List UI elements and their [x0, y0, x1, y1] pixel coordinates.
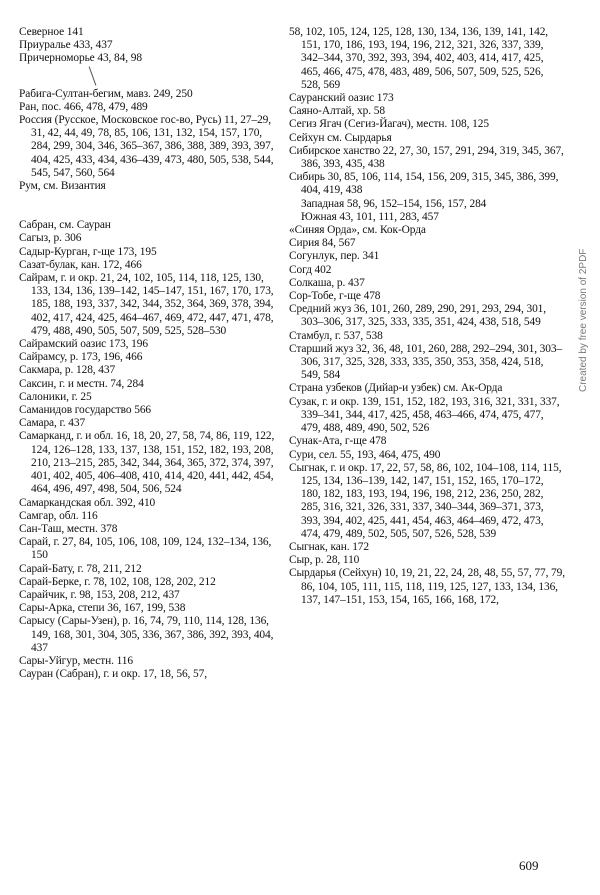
index-entry: Сарайчик, г. 98, 153, 208, 212, 437	[19, 588, 180, 601]
index-entry: Сыр, р. 28, 110	[289, 554, 360, 567]
index-entry: Сегиз Ягач (Сегиз-Йагач), местн. 108, 125	[289, 118, 489, 131]
index-entry: Сыгнак, г. и окр. 17, 22, 57, 58, 86, 102, 104–108, 114, 115, 125, 134, 136–139, 142, 147, 151, 152, 165, 170–172, 180, 182, 183, 193, 194, 196, 198, 212, 236, 250, 282, 285, 316, 321, 326, 331, 337, 340–344, 369–371, 373, 393, 394, 402, 425, 441, 454, 463, 464–469, 472, 473, 474, 479, 489, 502, 505, 507, 526, 528, 539	[289, 461, 562, 540]
index-entry: Сибирь 30, 85, 106, 114, 154, 156, 209, 315, 345, 386, 399, 404, 419, 438	[289, 171, 559, 197]
index-entry: Согунлук, пер. 341	[289, 250, 380, 263]
index-entry: Сарай-Берке, г. 78, 102, 108, 128, 202, 212	[19, 575, 216, 588]
index-entry: Саксин, г. и местн. 74, 284	[19, 377, 144, 390]
index-entry: Сибирское ханство 22, 27, 30, 157, 291, 294, 319, 345, 367, 386, 393, 435, 438	[289, 144, 564, 171]
index-subentry: Западная 58, 96, 152–154, 156, 157, 284	[301, 197, 487, 210]
index-entry: Сор-Тобе, г-ще 478	[289, 290, 381, 303]
index-entry: Солкаша, р. 437	[289, 276, 365, 289]
index-entry: Салоники, г. 25	[19, 390, 92, 403]
index-entry: Саяно-Алтай, хр. 58	[289, 105, 385, 118]
index-entry: Сунак-Ата, г-ще 478	[289, 435, 387, 448]
index-entry: Самара, г. 437	[19, 417, 86, 430]
index-entry: Старший жуз 32, 36, 48, 101, 260, 288, 292–294, 301, 303–306, 317, 325, 328, 333, 335, 350, 353, 358, 424, 518, 549, 584	[289, 342, 563, 382]
index-entry: Сейхун см. Сырдарья	[289, 131, 392, 144]
index-entry: Сайрамский оазис 173, 196	[19, 338, 148, 351]
index-entry: Сабран, см. Сауран	[19, 219, 111, 232]
index-entry: Садыр-Курган, г-ще 173, 195	[19, 245, 157, 258]
index-entry: Сузак, г. и окр. 139, 151, 152, 182, 193, 316, 321, 331, 337, 339–341, 344, 417, 425, 458, 463–466, 474, 475, 477, 479, 488, 489, 490, 502, 526	[289, 395, 560, 435]
watermark-text: Created by free version of 2PDF	[578, 248, 589, 392]
index-entry: Ран, пос. 466, 478, 479, 489	[19, 100, 148, 113]
index-entry: Самгар, обл. 116	[19, 509, 98, 522]
index-entry: Согд 402	[289, 263, 332, 276]
index-entry: Рум, см. Византия	[19, 180, 106, 193]
index-entry: Страна узбеков (Дийар-и узбек) см. Ак-Орда	[289, 382, 503, 395]
pen-mark	[19, 66, 281, 88]
index-entry: Стамбул, г. 537, 538	[289, 329, 383, 342]
index-entry: Сарай-Бату, г. 78, 211, 212	[19, 562, 142, 575]
index-entry: Сайрам, г. и окр. 21, 24, 102, 105, 114, 118, 125, 130, 133, 134, 136, 139–142, 145–147, 151, 167, 170, 173, 185, 188, 193, 337, 342, 344, 352, 364, 369, 378, 394, 402, 417, 424, 425, 464–467, 469, 472, 447, 471, 478, 479, 488, 490, 505, 507, 509, 525, 528–530	[19, 272, 274, 337]
index-entry: Сури, сел. 55, 193, 464, 475, 490	[289, 448, 441, 461]
index-entry: Сауранский оазис 173	[289, 92, 394, 105]
index-entry: Сырдарья (Сейхун) 10, 19, 21, 22, 24, 28, 48, 55, 57, 77, 79, 86, 104, 105, 111, 115, 118, 119, 125, 127, 133, 134, 136, 137, 147–151, 153, 154, 165, 166, 168, 172,	[289, 567, 565, 606]
index-entry: Сары-Арка, степи 36, 167, 199, 538	[19, 602, 186, 615]
section-gap	[19, 193, 281, 219]
index-entry: Сирия 84, 567	[289, 237, 356, 250]
index-entry: «Синяя Орда», см. Кок-Орда	[289, 224, 426, 237]
index-column-left	[19, 26, 281, 681]
index-column-right	[289, 26, 565, 607]
index-entry: Сауран (Сабран), г. и окр. 17, 18, 56, 57,	[19, 668, 207, 681]
index-entry: Сайрамсу, р. 173, 196, 466	[19, 351, 143, 364]
index-entry: Россия (Русское, Московское гос-во, Русь) 11, 27–29, 31, 42, 44, 49, 78, 85, 106, 131, 132, 154, 157, 170, 284, 299, 304, 346, 365–367, 386, 388, 389, 393, 397, 404, 425, 433, 434, 436–439, 473, 480, 505, 538, 544, 545, 547, 560, 564	[19, 114, 274, 179]
index-entry: Северное 141	[19, 26, 84, 38]
index-entry: Приуралье 433, 437	[19, 39, 113, 52]
index-entry: Сары-Уйгур, местн. 116	[19, 654, 133, 667]
index-entry-continuation: 58, 102, 105, 124, 125, 128, 130, 134, 136, 139, 141, 142, 151, 170, 186, 193, 194, 196, 212, 321, 326, 337, 339, 342–344, 370, 392, 393, 394, 402, 403, 414, 417, 425, 465, 466, 475, 478, 483, 489, 506, 507, 509, 525, 526, 528, 569	[289, 26, 549, 91]
index-entry: Сазат-булак, кан. 172, 466	[19, 258, 142, 271]
index-entry: Сан-Таш, местн. 378	[19, 522, 118, 535]
index-entry: Причерноморье 43, 84, 98	[19, 52, 142, 65]
index-entry: Рабига-Султан-бегим, мавз. 249, 250	[19, 87, 193, 100]
index-entry: Сагыз, р. 306	[19, 232, 82, 245]
index-subentry: Южная 43, 101, 111, 283, 457	[301, 210, 439, 223]
watermark	[578, 162, 592, 392]
page-number: 609	[519, 858, 539, 873]
index-entry: Сарысу (Сары-Узен), р. 16, 74, 79, 110, 114, 128, 136, 149, 168, 301, 304, 305, 336, 367, 386, 392, 393, 404, 437	[19, 615, 274, 654]
index-entry: Саманидов государство 566	[19, 404, 152, 417]
index-entry: Сарай, г. 27, 84, 105, 106, 108, 109, 124, 132–134, 136, 150	[19, 536, 272, 562]
index-entry: Самарканд, г. и обл. 16, 18, 20, 27, 58, 74, 86, 119, 122, 124, 126–128, 133, 137, 138, 151, 152, 182, 193, 208, 210, 213–215, 285, 342, 344, 364, 365, 372, 374, 397, 401, 402, 405, 406–408, 410, 414, 420, 441, 442, 454, 464, 496, 497, 498, 504, 506, 524	[19, 430, 275, 496]
index-entry: Сыгнак, кан. 172	[289, 540, 369, 553]
index-entry: Сакмара, р. 128, 437	[19, 364, 116, 377]
index-entry: Самаркандская обл. 392, 410	[19, 496, 156, 509]
index-entry: Средний жуз 36, 101, 260, 289, 290, 291, 293, 294, 301, 303–306, 317, 325, 333, 335, 351, 424, 438, 518, 549	[289, 303, 547, 329]
